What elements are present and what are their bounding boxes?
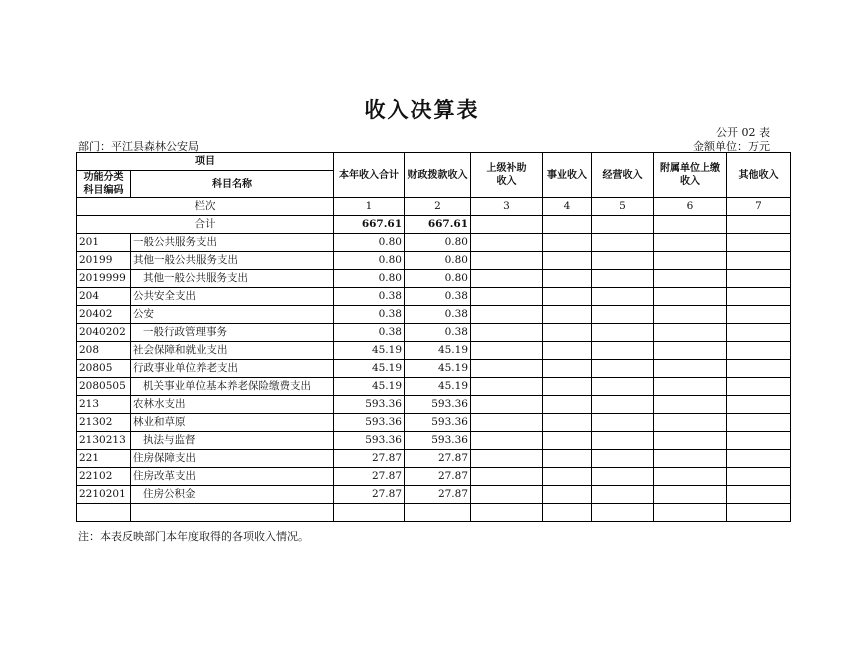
- table-row: [77, 396, 791, 414]
- empty-cell: [654, 270, 727, 288]
- empty-cell: [543, 234, 592, 252]
- empty-cell: [727, 288, 791, 306]
- fiscal-income: 45.19: [405, 378, 471, 396]
- empty-cell: [471, 342, 543, 360]
- table-row: [77, 324, 791, 342]
- header-col-5: 经营收入: [592, 153, 654, 198]
- column-number: 7: [727, 198, 791, 216]
- total-income: 27.87: [334, 450, 405, 468]
- subject-code: 22102: [77, 468, 131, 486]
- total-income: 0.80: [334, 252, 405, 270]
- total-income: 593.36: [334, 396, 405, 414]
- empty-cell: [654, 324, 727, 342]
- empty-cell: [727, 306, 791, 324]
- subject-name: 林业和草原: [131, 414, 334, 432]
- empty-cell: [654, 396, 727, 414]
- empty-cell: [543, 288, 592, 306]
- empty-cell: [727, 468, 791, 486]
- empty-cell: [727, 342, 791, 360]
- total-label: 合计: [77, 216, 334, 234]
- empty-cell: [592, 234, 654, 252]
- empty-cell: [592, 288, 654, 306]
- subject-name: 住房改革支出: [131, 468, 334, 486]
- subject-name: 住房公积金: [131, 486, 334, 504]
- total-income: 45.19: [334, 378, 405, 396]
- empty-cell: [592, 432, 654, 450]
- header-project: 项目: [77, 153, 334, 171]
- total-row: [77, 216, 791, 234]
- table-row: [77, 252, 791, 270]
- empty-cell: [654, 360, 727, 378]
- header-func-code: 功能分类 科目编码: [77, 171, 131, 198]
- income-table: [76, 152, 791, 522]
- fiscal-income: 27.87: [405, 450, 471, 468]
- column-number: 2: [405, 198, 471, 216]
- page-title: 收入决算表: [364, 97, 480, 122]
- fiscal-income: 593.36: [405, 432, 471, 450]
- empty-cell: [592, 270, 654, 288]
- fiscal-income: 27.87: [405, 486, 471, 504]
- empty-cell: [592, 252, 654, 270]
- empty-cell: [592, 378, 654, 396]
- subject-code: 2210201: [77, 486, 131, 504]
- empty-cell: [471, 414, 543, 432]
- subject-code: 21302: [77, 414, 131, 432]
- total-income: 27.87: [334, 468, 405, 486]
- subject-code: 208: [77, 342, 131, 360]
- form-number: 公开 02 表: [716, 126, 770, 139]
- empty-cell: [471, 234, 543, 252]
- subject-code: 2080505: [77, 378, 131, 396]
- empty-cell: [654, 342, 727, 360]
- total-income: 593.36: [334, 432, 405, 450]
- empty-cell: [654, 288, 727, 306]
- header-col-1: 本年收入合计: [334, 153, 405, 198]
- total-income: 593.36: [334, 414, 405, 432]
- subject-name: 其他一般公共服务支出: [131, 252, 334, 270]
- empty-cell: [471, 288, 543, 306]
- fiscal-income: 0.80: [405, 270, 471, 288]
- fiscal-income: 593.36: [405, 414, 471, 432]
- subject-code: 20402: [77, 306, 131, 324]
- table-row: [77, 432, 791, 450]
- empty-cell: [471, 396, 543, 414]
- column-number: 3: [471, 198, 543, 216]
- header-col-6: 附属单位上缴 收入: [654, 153, 727, 198]
- subject-name: 一般行政管理事务: [131, 324, 334, 342]
- table-row: [77, 414, 791, 432]
- column-number: 4: [543, 198, 592, 216]
- subject-name: 公共安全支出: [131, 288, 334, 306]
- empty-cell: [543, 342, 592, 360]
- fiscal-income: 45.19: [405, 342, 471, 360]
- table-row: [77, 306, 791, 324]
- empty-cell: [727, 360, 791, 378]
- empty-cell: [543, 252, 592, 270]
- empty-cell: [471, 324, 543, 342]
- subject-name: 公安: [131, 306, 334, 324]
- total-income: 0.38: [334, 306, 405, 324]
- empty-cell: [543, 486, 592, 504]
- empty-cell: [727, 252, 791, 270]
- empty-cell: [471, 468, 543, 486]
- table-row: [77, 450, 791, 468]
- table-row: [77, 342, 791, 360]
- empty-cell: [471, 306, 543, 324]
- empty-cell: [654, 468, 727, 486]
- empty-cell: [471, 450, 543, 468]
- subject-name: 社会保障和就业支出: [131, 342, 334, 360]
- total-income: 45.19: [334, 360, 405, 378]
- header-col-4: 事业收入: [543, 153, 592, 198]
- empty-cell: [471, 486, 543, 504]
- empty-cell: [592, 342, 654, 360]
- column-number-label: 栏次: [77, 198, 334, 216]
- empty-cell: [592, 450, 654, 468]
- fiscal-income: 0.80: [405, 252, 471, 270]
- empty-cell: [727, 234, 791, 252]
- empty-cell: [471, 252, 543, 270]
- subject-name: 行政事业单位养老支出: [131, 360, 334, 378]
- empty-cell: [471, 360, 543, 378]
- empty-cell: [592, 414, 654, 432]
- empty-cell: [654, 432, 727, 450]
- empty-cell: [727, 378, 791, 396]
- fiscal-income: 45.19: [405, 360, 471, 378]
- fiscal-income: 0.80: [405, 234, 471, 252]
- empty-cell: [543, 450, 592, 468]
- empty-cell: [471, 432, 543, 450]
- empty-cell: [592, 486, 654, 504]
- empty-cell: [654, 414, 727, 432]
- header-col-2: 财政拨款收入: [405, 153, 471, 198]
- column-number-row: [77, 198, 791, 216]
- total-value: 667.61: [334, 216, 405, 234]
- empty-cell: [654, 306, 727, 324]
- empty-cell: [471, 378, 543, 396]
- empty-cell: [592, 306, 654, 324]
- empty-cell: [592, 396, 654, 414]
- empty-cell: [543, 396, 592, 414]
- total-income: 27.87: [334, 486, 405, 504]
- empty-cell: [471, 270, 543, 288]
- subject-code: 2130213: [77, 432, 131, 450]
- empty-cell: [543, 324, 592, 342]
- empty-cell: [592, 324, 654, 342]
- table-row: [77, 234, 791, 252]
- empty-cell: [543, 306, 592, 324]
- subject-name: 农林水支出: [131, 396, 334, 414]
- empty-cell: [654, 252, 727, 270]
- table-row: [77, 486, 791, 504]
- empty-cell: [727, 432, 791, 450]
- empty-cell: [727, 324, 791, 342]
- subject-code: 20199: [77, 252, 131, 270]
- empty-cell: [654, 450, 727, 468]
- total-income: 0.38: [334, 324, 405, 342]
- fiscal-income: 27.87: [405, 468, 471, 486]
- table-row: [77, 468, 791, 486]
- subject-name: 一般公共服务支出: [131, 234, 334, 252]
- column-number: 5: [592, 198, 654, 216]
- unit-label: 金额单位：万元: [693, 140, 770, 153]
- total-income: 0.38: [334, 288, 405, 306]
- empty-cell: [727, 270, 791, 288]
- empty-cell: [727, 450, 791, 468]
- footnote: 注：本表反映部门本年度取得的各项收入情况。: [78, 530, 309, 543]
- table-row: [77, 360, 791, 378]
- empty-cell: [592, 360, 654, 378]
- empty-cell: [543, 468, 592, 486]
- table-row: [77, 288, 791, 306]
- header-col-7: 其他收入: [727, 153, 791, 198]
- subject-name: 机关事业单位基本养老保险缴费支出: [131, 378, 334, 396]
- table-row: [77, 378, 791, 396]
- empty-cell: [654, 378, 727, 396]
- column-number: 1: [334, 198, 405, 216]
- empty-cell: [543, 414, 592, 432]
- subject-name: 其他一般公共服务支出: [131, 270, 334, 288]
- subject-code: 213: [77, 396, 131, 414]
- department-label: 部门：平江县森林公安局: [78, 140, 199, 153]
- blank-row: [77, 504, 791, 522]
- empty-cell: [727, 414, 791, 432]
- subject-name: 执法与监督: [131, 432, 334, 450]
- subject-code: 20805: [77, 360, 131, 378]
- empty-cell: [543, 360, 592, 378]
- empty-cell: [543, 270, 592, 288]
- subject-code: 201: [77, 234, 131, 252]
- empty-cell: [654, 486, 727, 504]
- column-number: 6: [654, 198, 727, 216]
- table-row: [77, 270, 791, 288]
- total-income: 0.80: [334, 270, 405, 288]
- empty-cell: [543, 378, 592, 396]
- subject-name: 住房保障支出: [131, 450, 334, 468]
- total-income: 45.19: [334, 342, 405, 360]
- total-fiscal: 667.61: [405, 216, 471, 234]
- subject-code: 2040202: [77, 324, 131, 342]
- empty-cell: [654, 234, 727, 252]
- empty-cell: [727, 396, 791, 414]
- empty-cell: [727, 486, 791, 504]
- header-subject-name: 科目名称: [131, 171, 334, 198]
- empty-cell: [592, 468, 654, 486]
- total-income: 0.80: [334, 234, 405, 252]
- empty-cell: [543, 432, 592, 450]
- subject-code: 2019999: [77, 270, 131, 288]
- fiscal-income: 0.38: [405, 306, 471, 324]
- header-col-3: 上级补助 收入: [471, 153, 543, 198]
- subject-code: 221: [77, 450, 131, 468]
- fiscal-income: 0.38: [405, 324, 471, 342]
- fiscal-income: 0.38: [405, 288, 471, 306]
- fiscal-income: 593.36: [405, 396, 471, 414]
- subject-code: 204: [77, 288, 131, 306]
